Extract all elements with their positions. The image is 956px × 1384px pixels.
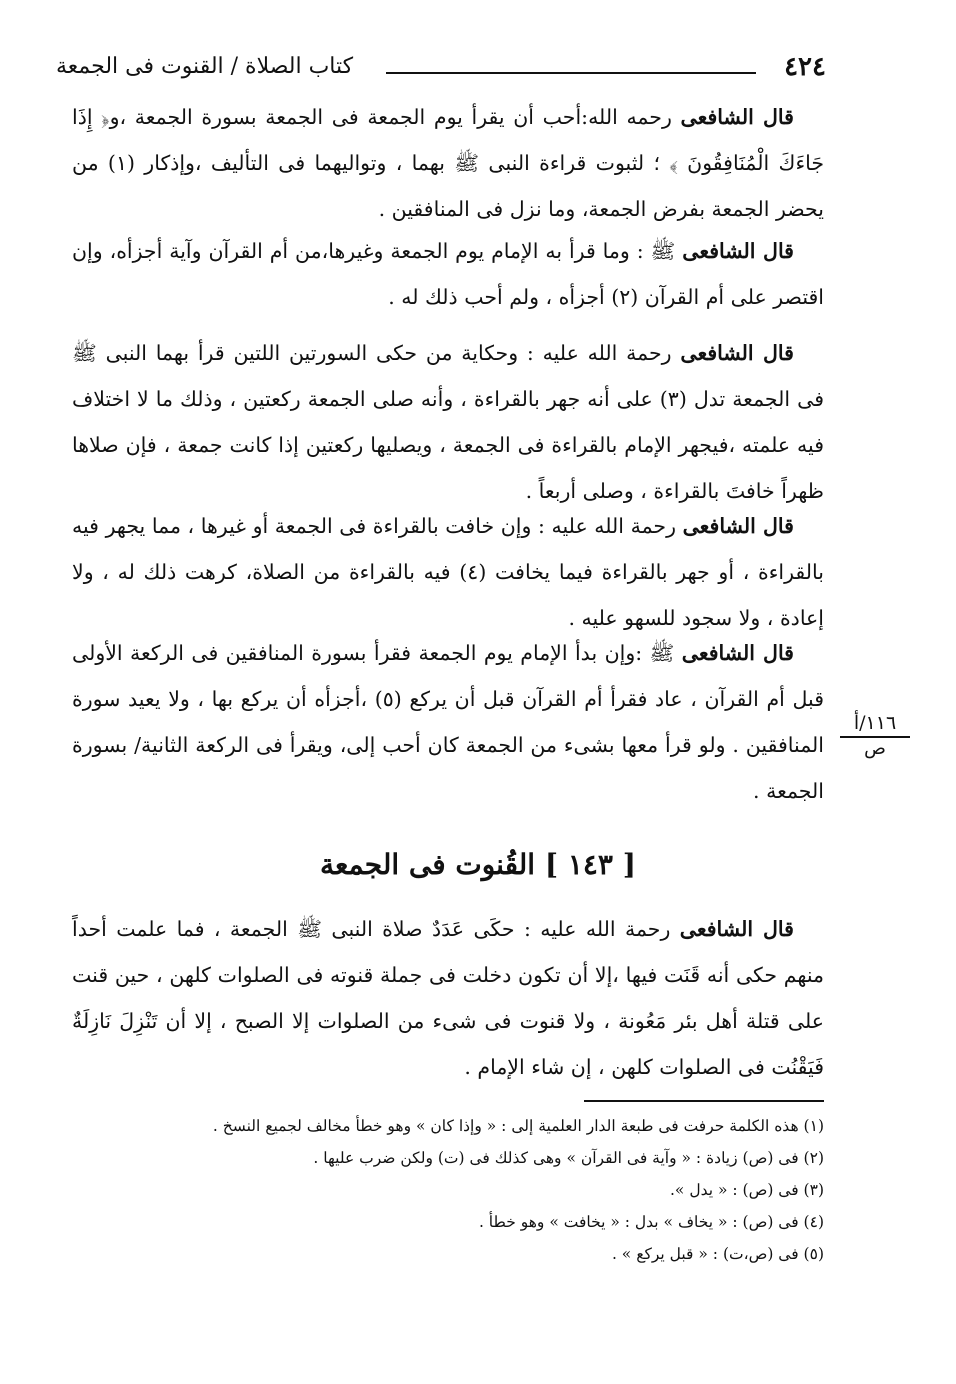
paragraph-3 — [72, 330, 824, 520]
speaker-label: قال الشافعى — [682, 239, 794, 263]
page-number: ٤٢٤ — [784, 52, 826, 82]
paragraph-text: ﷺ :وإن بدأ الإمام يوم الجمعة فقرأ بسورة المنافقين فى الركعة الأولى قبل أم القرآن ، عاد فقرأ أم القرآن قبل أن يركع (٥) ،أجزأه أن يركع بها ، ولا يعيد سورة المنافقين . ولو قرأ معها بشىء من الجمعة كان أحب إلى، ويقرأ فى الركعة الثانية/ بسورة الجمعة . — [72, 641, 825, 803]
footnote-separator — [584, 1100, 824, 1102]
paragraph-5 — [72, 630, 824, 820]
speaker-label: قال الشافعى — [680, 105, 794, 129]
paragraph-text: ﷺ : وما قرأ به الإمام يوم الجمعة وغيرها،من أم القرآن وآية أجزأه، وإن اقتصر على أم القرآن (٢) أجزأه ، ولم أحب ذلك له . — [72, 239, 824, 309]
speaker-label: قال الشافعى — [680, 341, 794, 365]
paragraph-text: رحمة الله عليه : وإن خافت بالقراءة فى الجمعة أو غيرها ، مما يجهر فيه بالقراءة ، أو جهر بالقراءة فيما يخافت (٤) فيه بالقراءة من الصلاة، كرهت ذلك له ، ولا إعادة ، ولا سجود للسهو عليه . — [72, 514, 825, 630]
running-header — [56, 48, 826, 88]
footnote: (٢) فى (ص) زيادة : « وآية فى القرآن » وهى كذلك فى (ت) ولكن ضرب عليها . — [313, 1149, 824, 1167]
paragraph-text: رحمه الله:أحب أن يقرأ يوم الجمعة فى الجمعة بسورة الجمعة ،و﴿ إِذَا جَاءَكَ الْمُنَافِقُونَ ﴾ ؛ لثبوت قراءة النبى ﷺ بهما ، وتواليهما فى التأليف ،وإذكار (١) من يحضر الجمعة بفرض الجمعة، وما نزل فى المنافقين . — [72, 105, 824, 221]
speaker-label: قال الشافعى — [681, 641, 794, 665]
section-heading: [ ١٤٣ ] القُنوت فى الجمعة — [320, 848, 636, 881]
folio-number: ١١٦/أ — [840, 712, 910, 738]
footnote: (٤) فى (ص) : « يخاف » بدل : « يخافت » وهو خطأ . — [478, 1213, 824, 1231]
header-rule — [386, 72, 756, 74]
paragraph-text: رحمة الله عليه : حكَى عَدَدٌ صلاة النبى ﷺ الجمعة ، فما علمت أحداً منهم حكى أنه قَنَت فيها ،إلا أن تكون دخلت فى جملة قنوته فى الصلوات كلهن ، حين قنت على قتلة أهل بئر مَعُونة ، ولا قنوت فى شىء من الصلوات إلا الصبح ، إلا أن تَنْزِلَ نَازِلَةٌ فَيَقْنُت فى الصلوات كلهن ، إن شاء الإمام . — [72, 917, 824, 1079]
footnote: (٥) فى (ص،ت) : « قبل يركع » . — [611, 1245, 824, 1263]
paragraph-4 — [72, 503, 824, 647]
footnote: (١) هذه الكلمة حرفت فى طبعة الدار العلمية إلى : « وإذا كان » وهو خطأ مخالف لجميع النسخ . — [212, 1117, 824, 1135]
speaker-label: قال الشافعى — [682, 514, 794, 538]
footnote: (٣) فى (ص) : « يدل ». — [670, 1181, 824, 1199]
folio-manuscript-letter: ص — [864, 738, 886, 759]
footnotes — [140, 1110, 824, 1270]
paragraph-text: رحمة الله عليه : وحكاية من حكى السورتين اللتين قرأ بهما النبى ﷺ فى الجمعة تدل (٣) على أنه جهر بالقراءة ، وأنه صلى الجمعة ركعتين ، وذلك ما لا اختلاف فيه علمته ،فيجهر الإمام بالقراءة فى الجمعة ، ويصليها ركعتين إذا كانت جمعة ، فإن صلاها ظهراً خافتَ بالقراءة ، وصلى أربعاً . — [72, 341, 824, 503]
section-paragraph — [72, 906, 824, 1096]
running-title: كتاب الصلاة / القنوت فى الجمعة — [56, 54, 354, 79]
paragraph-2 — [72, 228, 824, 326]
manuscript-folio-marker — [840, 712, 910, 759]
paragraph-1 — [72, 94, 824, 238]
speaker-label: قال الشافعى — [679, 917, 794, 941]
